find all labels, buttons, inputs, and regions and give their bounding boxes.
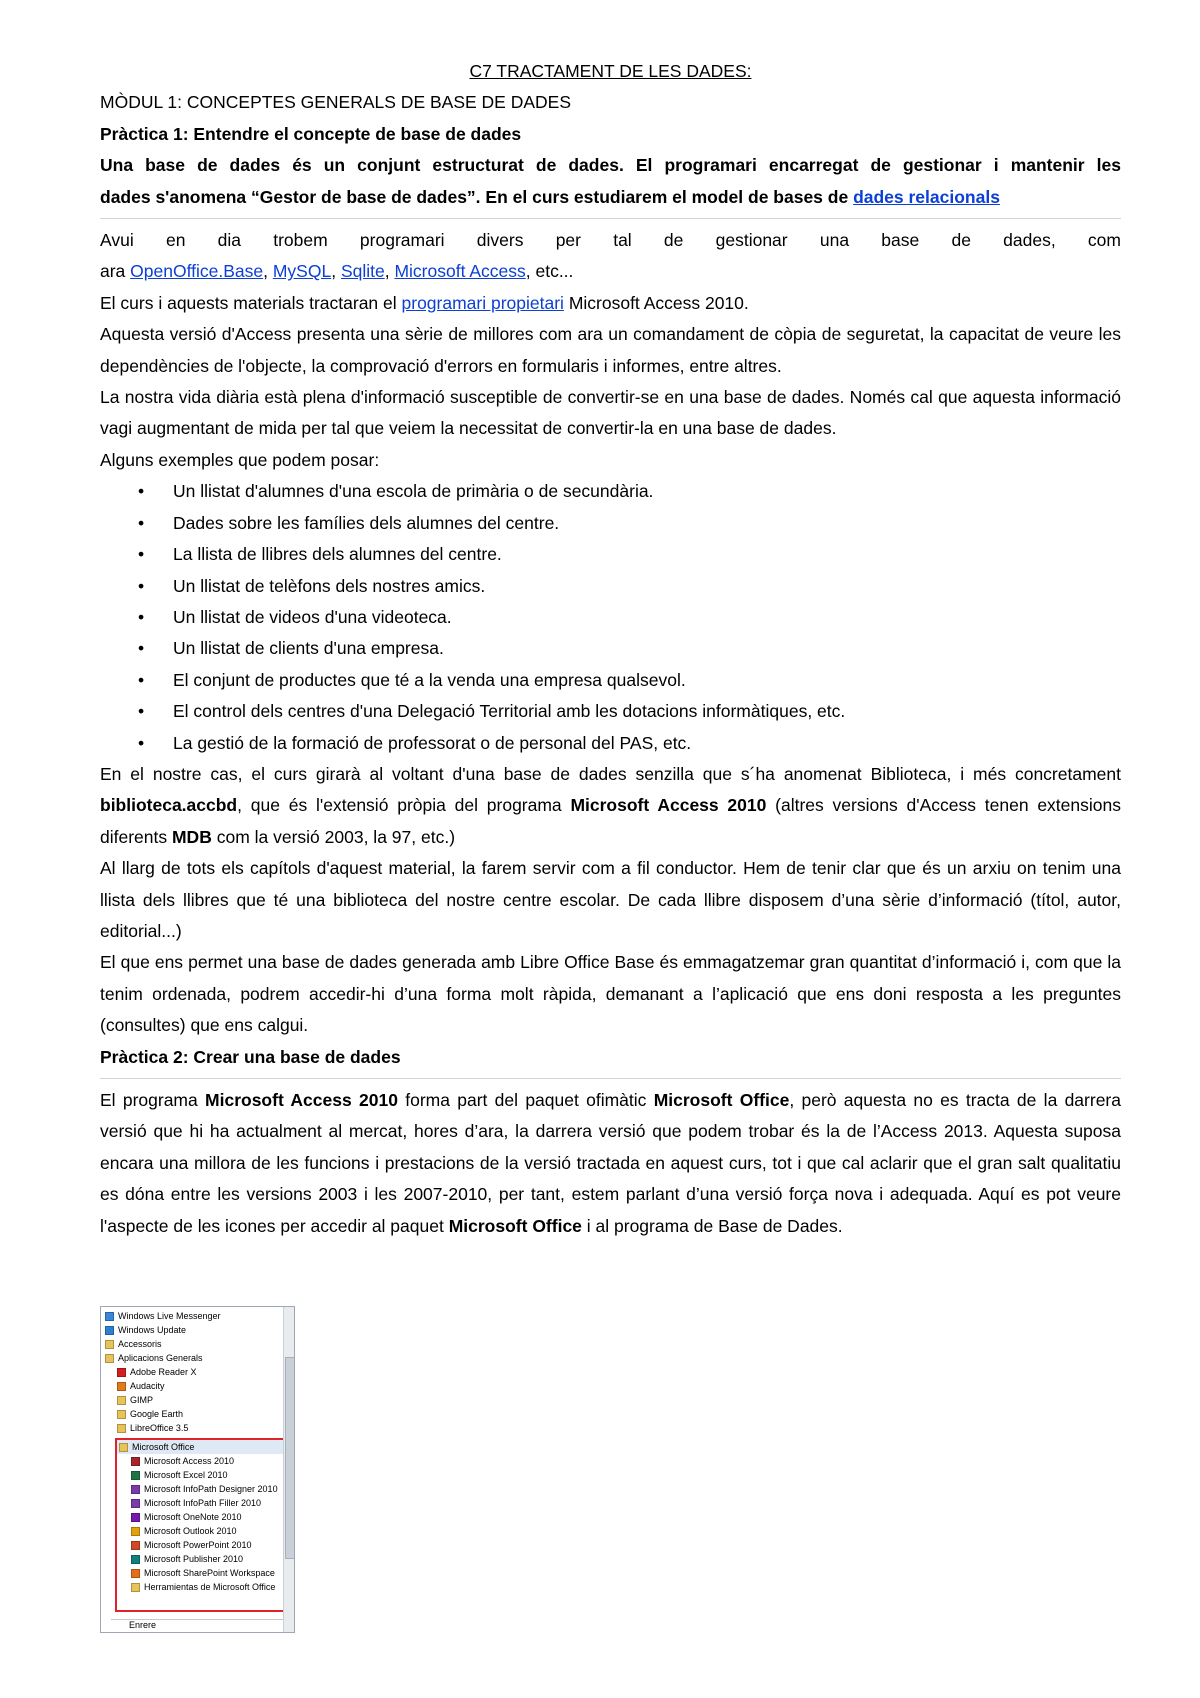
- software-line2: [100, 256, 1121, 287]
- bold-run: biblioteca.accbd: [100, 795, 238, 816]
- text-run: El programa: [100, 1090, 206, 1110]
- link-openoffice-base[interactable]: OpenOffice.Base: [130, 261, 264, 282]
- menu-item[interactable]: [117, 1421, 188, 1435]
- menu-item[interactable]: [131, 1538, 252, 1552]
- paragraph-version: Aquesta versió d'Access presenta una sèrie de millores com ara un comandament de còpia de seguretat, la capacitat de veure les dependències de l'objecte, la comprovació d'errors en formularis i informes, entre altres.: [100, 324, 1121, 376]
- menu-item[interactable]: [105, 1337, 162, 1351]
- examples-list: [100, 476, 1121, 759]
- bold-run: Microsoft Access 2010: [570, 795, 767, 816]
- list-item: [100, 571, 1121, 602]
- text-run: forma part del paquet ofimàtic: [397, 1090, 654, 1110]
- menu-item[interactable]: [131, 1482, 278, 1496]
- text-run: En el nostre cas, el curs girarà al voltant d'una base de dades senzilla que s´ha anomenat Biblioteca, i més concretament: [100, 763, 1121, 784]
- bullet-icon: •: [138, 732, 145, 753]
- bullet-icon: •: [138, 481, 145, 502]
- paragraph-practice2: [100, 1085, 1121, 1242]
- list-item: [100, 508, 1121, 539]
- course-line: [100, 288, 1121, 319]
- folder-icon: [105, 1340, 114, 1349]
- menu-item-label: Aplicacions Generals: [118, 1353, 203, 1363]
- excel-icon: [131, 1471, 140, 1480]
- folder-icon: [105, 1354, 114, 1363]
- list-item-text: La llista de llibres dels alumnes del centre.: [173, 544, 502, 565]
- menu-item[interactable]: [117, 1365, 197, 1379]
- list-item: [100, 539, 1121, 570]
- menu-item[interactable]: [131, 1510, 242, 1524]
- menu-item[interactable]: [117, 1407, 183, 1421]
- menu-item-label: Microsoft PowerPoint 2010: [144, 1540, 252, 1550]
- menu-item[interactable]: [131, 1468, 228, 1482]
- bullet-icon: •: [138, 512, 145, 533]
- bullet-icon: •: [138, 575, 145, 596]
- text-run: , que és l'extensió pròpia del programa: [237, 795, 571, 816]
- menu-item-label: Microsoft Office: [132, 1442, 195, 1452]
- page-title: C7 TRACTAMENT DE LES DADES:: [469, 61, 752, 81]
- link-dades-relacionals[interactable]: dades relacionals: [853, 186, 1000, 207]
- folder-icon: [117, 1424, 126, 1433]
- menu-item[interactable]: [131, 1524, 237, 1538]
- menu-item[interactable]: [131, 1496, 261, 1510]
- folder-icon: [131, 1583, 140, 1592]
- text-run: (altres versions d'Access tenen extensions diferents: [100, 795, 1121, 847]
- paragraph-libre-office: El que ens permet una base de dades generada amb Libre Office Base és emmagatzemar gran quantitat d’informació i, com que la tenim ordenada, podrem accedir-hi d’una forma molt ràpida, demanant a l’aplicació que ens doni resposta a les preguntes (consultes) que ens calgui.: [100, 952, 1121, 1036]
- menu-scrollbar[interactable]: [283, 1307, 294, 1632]
- onenote-icon: [131, 1513, 140, 1522]
- bullet-icon: •: [138, 606, 145, 627]
- paragraph-conductor: Al llarg de tots els capítols d'aquest material, la farem servir com a fil conductor. Hem de tenir clar que és un arxiu on tenim una llista dels llibres que té una biblioteca del nostre centre escolar. De cada llibre disposem d’una sèrie d’informació (títol, autor, editorial...): [100, 858, 1121, 941]
- link-sqlite[interactable]: Sqlite: [340, 261, 385, 282]
- folder-icon: [117, 1410, 126, 1419]
- bold-run: MDB: [171, 826, 212, 847]
- messenger-icon: [105, 1312, 114, 1321]
- link-programari-propietari[interactable]: programari propietari: [401, 292, 564, 313]
- examples-intro: Alguns exemples que podem posar:: [100, 449, 380, 470]
- list-item-text: Dades sobre les famílies dels alumnes del centre.: [173, 512, 560, 533]
- intro-text: dades s'anomena “Gestor de base de dades”. En el curs estudiarem el model de bases de: [100, 186, 854, 207]
- list-item-text: El control dels centres d'una Delegació Territorial amb les dotacions informàtiques, etc.: [173, 701, 846, 722]
- menu-item-label: Microsoft InfoPath Designer 2010: [144, 1484, 278, 1494]
- practice1-intro-line2: [100, 182, 1121, 213]
- menu-item-label: Windows Update: [118, 1325, 187, 1335]
- bold-run: Microsoft Access 2010: [205, 1090, 398, 1110]
- bullet-icon: •: [138, 701, 145, 722]
- menu-item-label: Google Earth: [130, 1409, 184, 1419]
- list-item: [100, 728, 1121, 759]
- adobe-reader-icon: [117, 1368, 126, 1377]
- menu-item-label: Microsoft SharePoint Workspace: [144, 1568, 275, 1578]
- list-item-text: Un llistat de clients d'una empresa.: [173, 638, 444, 659]
- windows-update-icon: [105, 1326, 114, 1335]
- list-item: [100, 696, 1121, 727]
- module-heading: MÒDUL 1: CONCEPTES GENERALS DE BASE DE DADES: [100, 92, 571, 113]
- menu-item-label: LibreOffice 3.5: [130, 1423, 189, 1433]
- list-item-text: El conjunt de productes que té a la venda una empresa qualsevol.: [173, 669, 686, 690]
- menu-item-label: Audacity: [130, 1381, 165, 1391]
- folder-icon: [119, 1443, 128, 1452]
- menu-item-label: Microsoft OneNote 2010: [144, 1512, 242, 1522]
- folder-icon: [117, 1396, 126, 1405]
- menu-item-label: Accessoris: [118, 1339, 162, 1349]
- document-page: [100, 56, 1121, 1242]
- sharepoint-icon: [131, 1569, 140, 1578]
- audacity-icon: [117, 1382, 126, 1391]
- bullet-icon: •: [138, 669, 145, 690]
- divider: [100, 1078, 1121, 1079]
- software-line1: Avui en dia trobem programari divers per tal de gestionar una base de dades, com: [100, 230, 1121, 251]
- course-prefix: El curs i aquests materials tractaran el: [100, 292, 402, 313]
- paragraph-daily: La nostra vida diària està plena d'informació susceptible de convertir-se en una base de dades. Només cal que aquesta informació vagi augmentant de mida per tal que veiem la necessitat de convertir-la en una base de dades.: [100, 387, 1121, 439]
- menu-item-label: Microsoft Access 2010: [144, 1456, 235, 1466]
- access-icon: [131, 1457, 140, 1466]
- bullet-icon: •: [138, 544, 145, 565]
- bold-run: Microsoft Office: [653, 1090, 790, 1110]
- menu-item-label: Microsoft Outlook 2010: [144, 1526, 237, 1536]
- list-item-text: Un llistat d'alumnes d'una escola de primària o de secundària.: [173, 481, 654, 502]
- menu-item-label: Microsoft Excel 2010: [144, 1470, 228, 1480]
- menu-item[interactable]: [131, 1552, 243, 1566]
- menu-item-label: Microsoft Publisher 2010: [144, 1554, 244, 1564]
- list-item: [100, 633, 1121, 664]
- menu-item-label: GIMP: [130, 1395, 154, 1405]
- divider: [100, 218, 1121, 219]
- text-run: i al programa de Base de Dades.: [581, 1215, 843, 1236]
- software-suffix: , etc...: [525, 261, 574, 282]
- separator: ,: [263, 261, 273, 282]
- bold-run: Microsoft Office: [448, 1215, 582, 1236]
- powerpoint-icon: [131, 1541, 140, 1550]
- infopath-icon: [131, 1499, 140, 1508]
- course-suffix: Microsoft Access 2010.: [563, 292, 749, 313]
- menu-item[interactable]: [105, 1309, 221, 1323]
- scrollbar-thumb[interactable]: [285, 1357, 295, 1559]
- menu-item[interactable]: [105, 1351, 203, 1365]
- link-mysql[interactable]: MySQL: [272, 261, 332, 282]
- paragraph-biblioteca: [100, 759, 1121, 853]
- practice2-heading: Pràctica 2: Crear una base de dades: [100, 1046, 401, 1067]
- publisher-icon: [131, 1555, 140, 1564]
- menu-item-label: Windows Live Messenger: [118, 1311, 221, 1321]
- list-item: [100, 476, 1121, 507]
- practice1-intro-line1: Una base de dades és un conjunt estructurat de dades. El programari encarregat de gestionar i mantenir les: [100, 155, 1121, 176]
- menu-item[interactable]: [131, 1580, 275, 1594]
- infopath-icon: [131, 1485, 140, 1494]
- menu-item[interactable]: [117, 1393, 153, 1407]
- back-button[interactable]: [129, 1618, 156, 1632]
- menu-item[interactable]: [117, 1379, 165, 1393]
- text-run: com la versió 2003, la 97, etc.): [211, 826, 456, 847]
- menu-item-label: Microsoft InfoPath Filler 2010: [144, 1498, 262, 1508]
- software-prefix: ara: [100, 261, 131, 282]
- menu-item-label: Herramientas de Microsoft Office: [144, 1582, 276, 1592]
- menu-item-label: Adobe Reader X: [130, 1367, 197, 1377]
- separator: ,: [384, 261, 395, 282]
- list-item: [100, 602, 1121, 633]
- practice1-heading: Pràctica 1: Entendre el concepte de base de dades: [100, 123, 522, 144]
- separator: ,: [331, 261, 341, 282]
- link-microsoft-access[interactable]: Microsoft Access: [394, 261, 526, 282]
- menu-item[interactable]: [105, 1323, 186, 1337]
- list-item-text: La gestió de la formació de professorat o de personal del PAS, etc.: [173, 732, 692, 753]
- start-menu-screenshot: [100, 1306, 295, 1633]
- text-run: , però aquesta no es tracta de la darrera versió que hi ha actualment al mercat, hores d’ara, la darrera versió que podem trobar és la de l’Access 2013. Aquesta suposa encara una millora de les funcions i prestacions de la versió tractada en aquest curs, tot i que cal aclarir que el gran salt qualitatiu es dóna entre les versions 2003 i les 2007-2010, per tant, estem parlant d’una versió força nova i adequada. Aquí es pot veure l'aspecte de les icones per accedir al paquet: [100, 1090, 1121, 1236]
- menu-item-microsoft-office[interactable]: [119, 1440, 194, 1454]
- list-item: [100, 665, 1121, 696]
- list-item-text: Un llistat de videos d'una videoteca.: [173, 606, 452, 627]
- list-item-text: Un llistat de telèfons dels nostres amics.: [173, 575, 486, 596]
- bullet-icon: •: [138, 638, 145, 659]
- menu-item[interactable]: [131, 1454, 234, 1468]
- back-button-label: Enrere: [129, 1620, 157, 1630]
- menu-item[interactable]: [131, 1566, 275, 1580]
- outlook-icon: [131, 1527, 140, 1536]
